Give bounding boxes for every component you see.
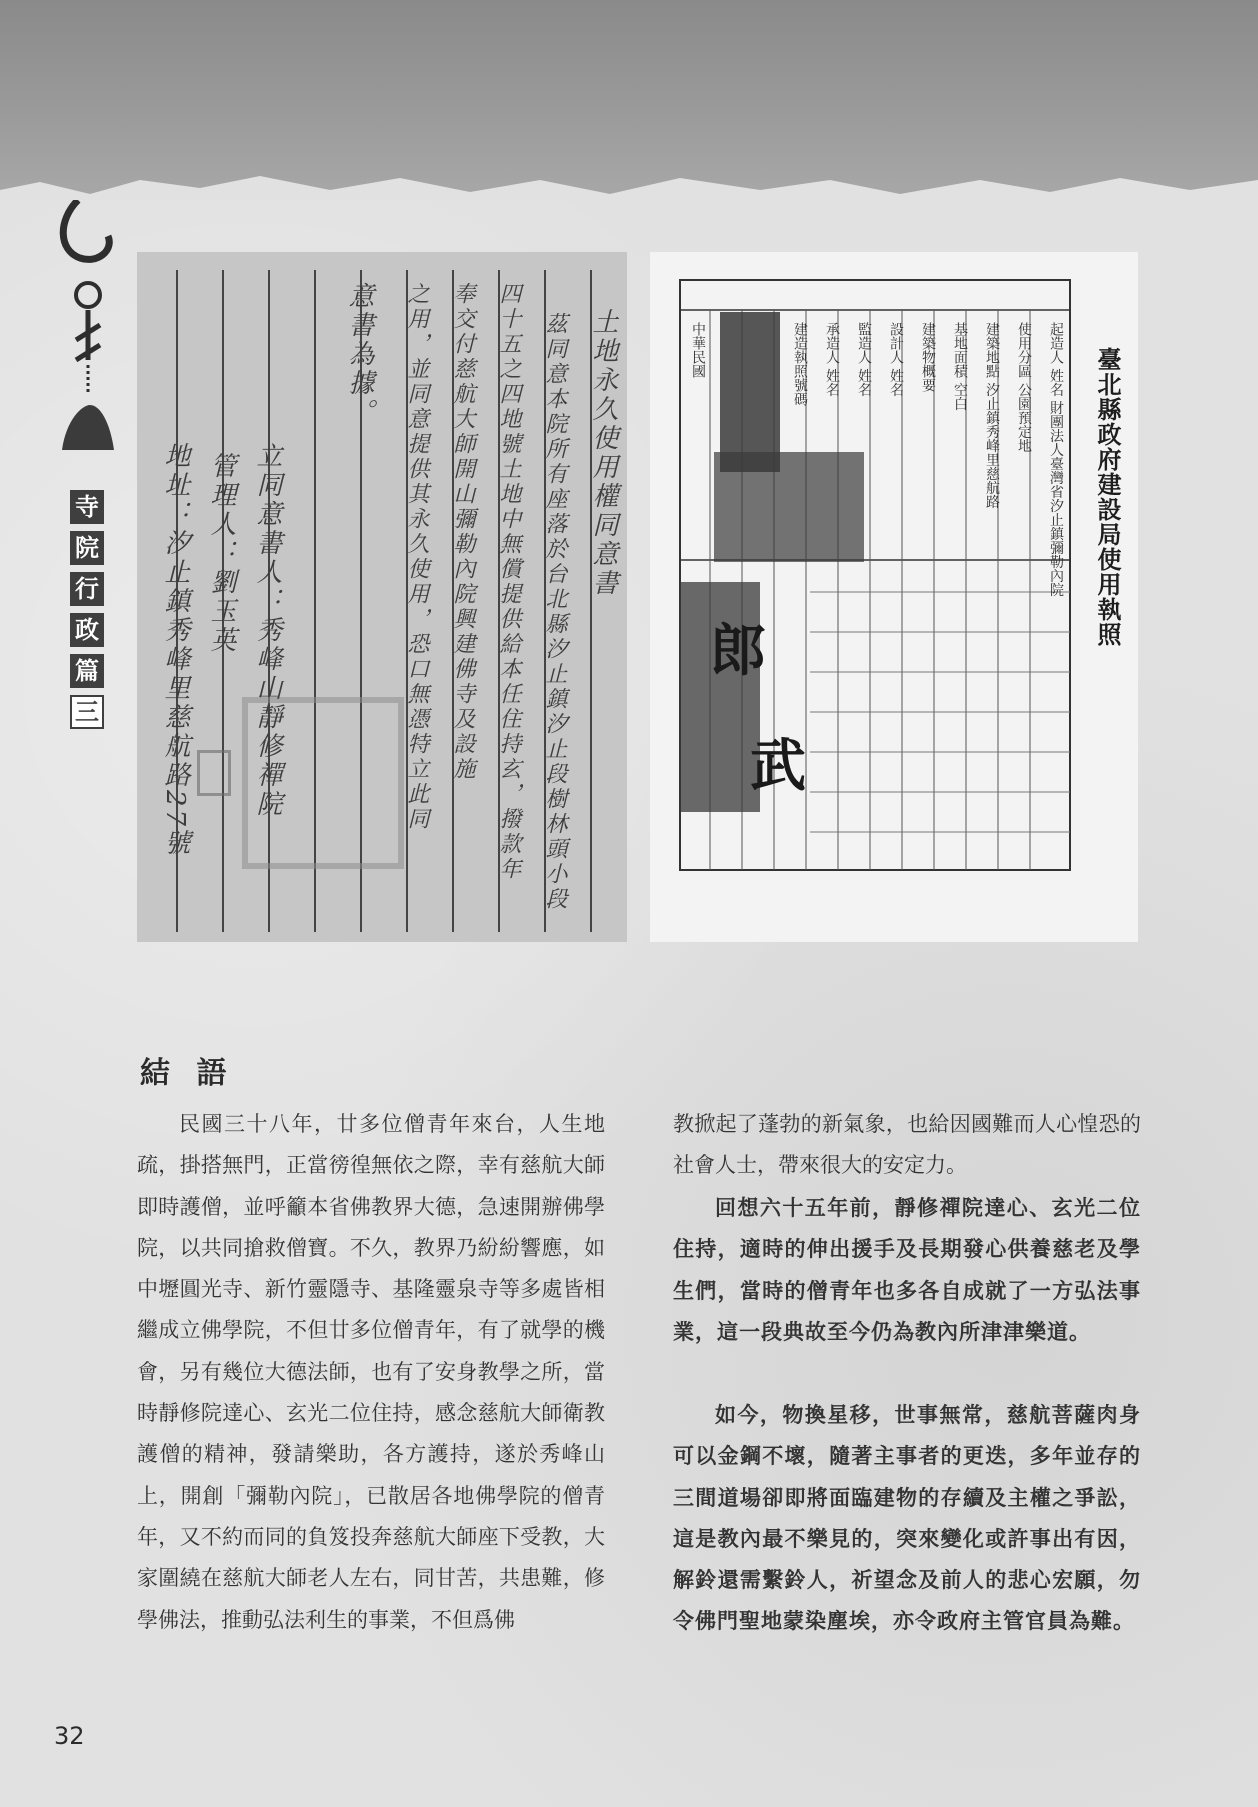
permit-field: 設計人 姓名 (888, 322, 904, 397)
handwritten-line: 土地永久使用權同意書 (588, 308, 618, 598)
handwritten-line: 意書為據。 (344, 282, 374, 427)
permit-field: 承造人 姓名 (824, 322, 840, 397)
personal-seal (197, 750, 231, 796)
handwritten-line: 管理人：劉玉英 (206, 452, 236, 655)
permit-field: 建築物概要 (920, 322, 936, 392)
handwritten-line: 之用，並同意提供其永久使用，恐口無憑特立此同 (404, 282, 429, 832)
section-title-char: 行 (70, 572, 104, 606)
permit-title: 臺北縣政府建設局使用執照 (1093, 347, 1121, 647)
section-title-char: 寺 (70, 490, 104, 524)
paragraph: 回想六十五年前，靜修禪院達心、玄光二位住持，適時的伸出援手及長期發心供養慈老及學生們，當時的僧青年也多各自成就了一方弘法事業，這一段典故至今仍為教內所津津樂道。 (673, 1195, 1141, 1344)
photo-use-permit (650, 252, 1138, 942)
handwritten-line: 四十五之四地號土地中無償提供給本任住持玄，撥款年 (496, 282, 521, 882)
section-title-char: 三 (70, 695, 104, 729)
section-heading: 結 語 (140, 1056, 235, 1091)
section-title-char: 篇 (70, 654, 104, 688)
section-title-char: 政 (70, 613, 104, 647)
permit-field: 建造執照號碼 (792, 322, 808, 406)
permit-field: 基地面積 空白 (952, 322, 968, 411)
paragraph: 民國三十八年，廿多位僧青年來台，人生地疏，掛搭無門，正當徬徨無依之際，幸有慈航大師即時護僧，並呼籲本省佛教界大德，急速開辦佛學院，以共同搶救僧寶。不久，教界乃紛紛響應，如中壢圓光寺、新竹靈隱寺、基隆靈泉寺等多處皆相繼成立佛學院，不但廿多位僧青年，有了就學的機會，另有幾位大德法師，也有了安身教學之所，當時靜修院達心、玄光二位住持，感念慈航大師衛教護僧的精神，發請樂助，各方護持，遂於秀峰山上，開創「彌勒內院」，已散居各地佛學院的僧青年，又不約而同的負笈投奔慈航大師座下受教，大家圍繞在慈航大師老人左右，同甘苦，共患難，修學佛法，推動弘法利生的事業，不但爲佛 (137, 1112, 605, 1632)
permit-field: 監造人 姓名 (856, 322, 872, 397)
handwritten-line: 立同意書人：秀峰山靜修禪院 (252, 442, 282, 819)
handwritten-line: 地址：汐止鎮秀峰里慈航路27號 (160, 442, 190, 859)
paragraph: 如今，物換星移，世事無常，慈航菩薩肉身可以金鋼不壞，隨著主事者的更迭，多年並存的三間道場卻即將面臨建物的存續及主權之爭訟，這是教內最不樂見的，突來變化或許事出有因，解鈴還需繫鈴人，祈望念及前人的悲心宏願，勿令佛門聖地蒙染塵埃，亦令政府主管官員為難。 (673, 1402, 1141, 1634)
section-title-vertical (70, 490, 106, 736)
permit-field: 建築地點 汐止鎮秀峰里慈航路 (984, 322, 1000, 509)
photo-consent-letter (137, 252, 627, 942)
paragraph: 教掀起了蓬勃的新氣象，也給因國難而人心惶恐的社會人士，帶來很大的安定力。 (673, 1112, 1141, 1178)
handwritten-line: 奉交付慈航大師開山彌勒內院興建佛寺及設施 (450, 282, 475, 782)
official-seal (714, 452, 864, 562)
permit-field: 中華民國 (690, 322, 706, 378)
stamp-text: 武 (750, 733, 806, 799)
postage-stamps (720, 312, 780, 472)
page-number: 32 (54, 1722, 85, 1750)
permit-field: 使用分區 公園預定地 (1016, 322, 1032, 453)
permit-field: 起造人 姓名 財團法人臺灣省汐止鎮彌勒內院 (1048, 322, 1064, 597)
stamp-text: 郎 (710, 618, 766, 684)
hanging-bell-icon (48, 200, 128, 470)
handwritten-line: 茲同意本院所有座落於台北縣汐止鎮汐止段樹林頭小段 (542, 312, 567, 912)
section-title-char: 院 (70, 531, 104, 565)
